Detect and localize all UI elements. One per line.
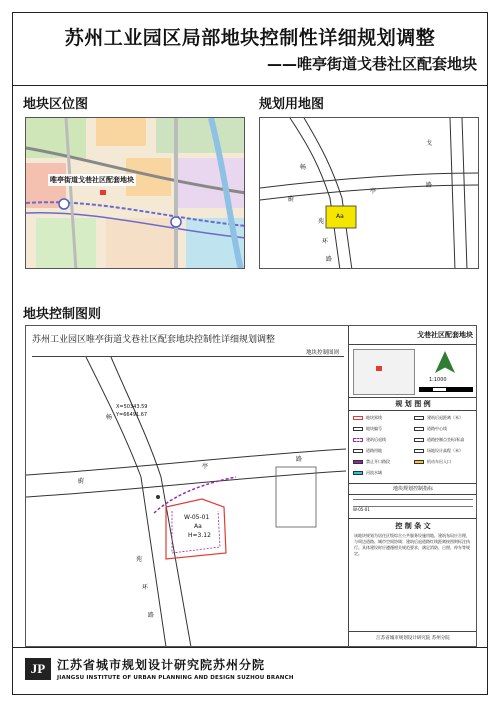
page-title: 苏州工业园区局部地块控制性详细规划调整 xyxy=(64,27,436,49)
page-subtitle: ——唯亭街道戈巷社区配套地块 xyxy=(266,55,477,73)
legend-swatch xyxy=(414,449,424,453)
road-label: 亭 xyxy=(202,463,209,470)
legend-swatch xyxy=(414,438,424,442)
control-plan-title: 苏州工业园区唯亭街道戈巷社区配套地块控制性详细规划调整 xyxy=(32,335,276,345)
legend-swatch xyxy=(353,471,363,475)
legend-swatch xyxy=(353,449,363,453)
legend-item: 机动车出入口 xyxy=(414,458,473,466)
section-label-location: 地块区位图 xyxy=(23,97,89,112)
road-label: 环 xyxy=(142,584,149,591)
index-row: W-05-01 xyxy=(353,507,370,512)
legend-item: 建筑后退距离（米） xyxy=(414,414,473,422)
legend-swatch xyxy=(414,416,424,420)
legend-item: 场地设计高程（米） xyxy=(414,447,473,455)
road-label: 路 xyxy=(296,456,303,463)
location-label: 唯亭街道戈巷社区配套地块 xyxy=(50,176,134,184)
legend-item: 道路控制点坐标/标高 xyxy=(414,436,473,444)
road-label: 路 xyxy=(426,182,433,189)
coord-y: Y=66491.67 xyxy=(116,412,148,418)
road-label: 畅 xyxy=(106,414,113,421)
legend-item: 道路用地 xyxy=(353,447,412,455)
road-label: 路 xyxy=(148,612,155,619)
location-map xyxy=(25,117,245,269)
location-thumbnail xyxy=(353,349,415,395)
landuse-map xyxy=(259,117,479,269)
legend-swatch xyxy=(353,416,363,420)
road-label: 路 xyxy=(326,256,333,263)
institute-name-cn: 江苏省城市规划设计研究院苏州分院 xyxy=(57,658,266,672)
section-label-control: 地块控制图则 xyxy=(23,307,102,322)
index-table xyxy=(349,495,477,519)
index-title: 地块规划控制指标 xyxy=(349,484,477,495)
control-map-svg xyxy=(26,357,346,647)
legend-swatch xyxy=(414,427,424,431)
control-plan-subtitle: 地块控制图则 xyxy=(306,350,340,356)
notes-text: 该地块规划为居住区级综合公共服务设施用地。建筑布局应合理，与周边道路、城市空间协调；建筑后退道路红线距离按图则标注执行。具体建设时应遵循相关规范要求，满足消防、日照、停车等规定。 xyxy=(354,533,470,556)
section-label-landuse: 规划用地图 xyxy=(259,97,325,112)
scale-bar xyxy=(419,387,473,392)
sidebar-header: 戈巷社区配套地块 xyxy=(349,326,477,345)
parcel-far: H=3.12 xyxy=(188,532,211,539)
road-label: 蔚 xyxy=(78,478,85,485)
institute-logo: JP xyxy=(25,658,51,680)
road-label: 环 xyxy=(322,238,329,245)
legend-item: 地块编号 xyxy=(353,425,412,433)
parcel-id: W-05-01 xyxy=(184,514,210,521)
sidebar-location xyxy=(349,345,477,398)
scale-text: 1:1000 xyxy=(429,377,447,383)
legend-item: 禁止开口路段 xyxy=(353,458,412,466)
plan-sidebar xyxy=(348,326,477,646)
road-label: 戈 xyxy=(426,140,433,147)
road-label: 亭 xyxy=(370,188,377,195)
legend-item: 河流水域 xyxy=(353,469,412,477)
legend xyxy=(349,411,477,484)
location-map-svg xyxy=(26,118,245,269)
road-label: 畅 xyxy=(300,164,307,171)
index-header-row xyxy=(353,499,473,507)
title-block xyxy=(13,13,487,86)
legend-item: 地块界线 xyxy=(353,414,412,422)
legend-item: 建筑后退线 xyxy=(353,436,412,444)
control-plan xyxy=(25,325,477,647)
legend-swatch xyxy=(414,460,424,464)
parcel-marker xyxy=(376,366,382,371)
org-stamp: 江苏省城市规划设计研究院 苏州分院 xyxy=(349,631,477,646)
parcel-use: Aa xyxy=(194,523,202,530)
road-label: 苑 xyxy=(318,218,325,225)
road-label: 苑 xyxy=(136,556,143,563)
plan-sheet xyxy=(12,12,488,695)
legend-title: 规 划 图 例 xyxy=(349,398,477,411)
legend-swatch xyxy=(353,438,363,442)
notes-title: 控 制 条 文 xyxy=(395,522,431,530)
legend-swatch xyxy=(353,460,363,464)
legend-swatch xyxy=(353,427,363,431)
institute-name-en: JIANGSU INSTITUTE OF URBAN PLANNING AND DESIGN SUZHOU BRANCH xyxy=(57,675,294,681)
legend-item: 道路中心线 xyxy=(414,425,473,433)
road-label: 蔚 xyxy=(288,196,295,203)
north-arrow-icon xyxy=(435,351,455,373)
coord-x: X=50343.59 xyxy=(116,404,148,410)
footer xyxy=(13,647,487,694)
parcel-code: Aa xyxy=(336,213,344,220)
